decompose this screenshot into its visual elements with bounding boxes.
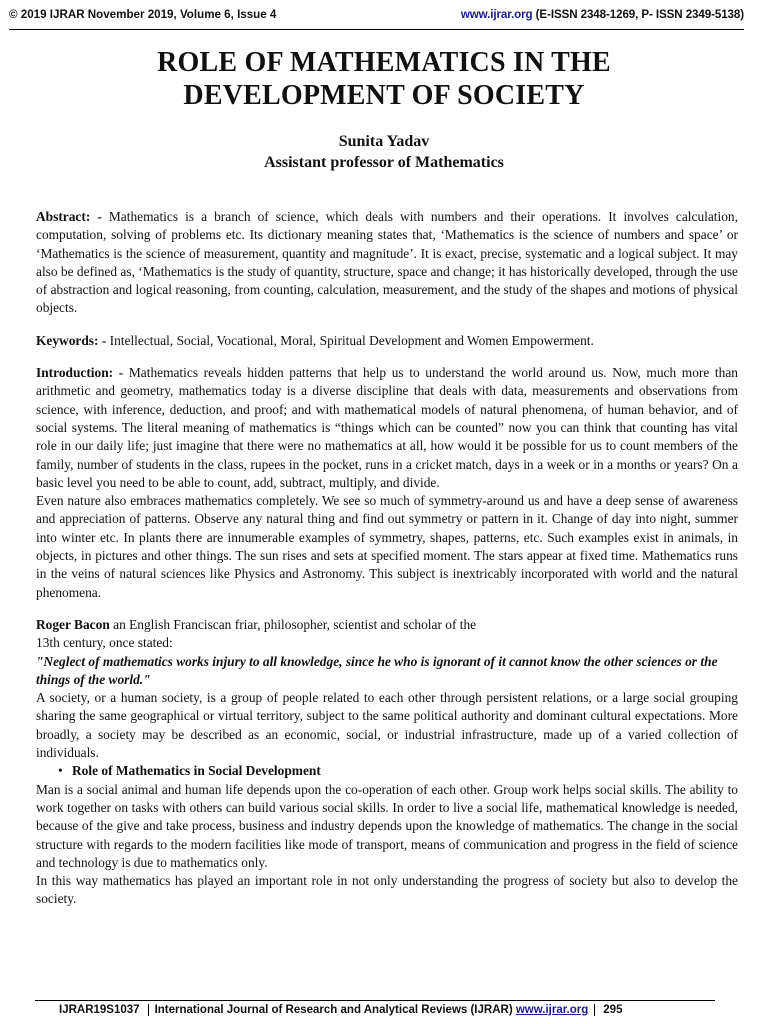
bacon-desc: an English Franciscan friar, philosopher, scientist and scholar of the bbox=[109, 616, 477, 632]
bacon-name: Roger Bacon bbox=[36, 616, 110, 632]
abstract-label: Abstract: - bbox=[36, 209, 102, 224]
society-paragraph: A society, or a human society, is a group of people related to each other through persistent relations, or a large social grouping sharing the same geographical or virtual territory, subject to the same political authority and dominant cultural expectations. More broadly, a society may be described as an economic, social, or industrial infrastructure, made up of a varied collection of individuals. bbox=[36, 690, 738, 761]
footer-journal-name: International Journal of Research and Analytical Reviews (IJRAR) bbox=[154, 1004, 516, 1016]
bacon-intro-line bbox=[36, 616, 738, 634]
nature-paragraph: Even nature also embraces mathematics completely. We see so much of symmetry-around us and have a deep sense of awareness and appreciation of patterns. Observe any natural thing and find out symmetry or pattern in it. Change of day into night, summer into winter etc. In plants there are innumerable examples of symmetry, shapes, patterns, etc. Such examples exist in animals, in objects, in pictures and other things. The sun rises and sets at specified moment. The stars appear at fixed time. Mathematics runs in the veins of natural sciences like Physics and Astronomy. This subject is inextricably incorporated with world and the natural phenomena. bbox=[36, 493, 738, 600]
social-development-paragraph: Man is a social animal and human life depends upon the co-operation of each other. Group work helps social skills. The ability to work together on tasks with others can build various social skills. In order to live a social life, mathematical knowledge is needed, because of the give and take process, business and industry depends upon the knowledge of mathematics. The change in the social structure with regards to the modern facilities like mode of transport, means of communication and progress in the field of science and technology is due to mathematics only. bbox=[36, 781, 738, 870]
section-heading-text: Role of Mathematics in Social Development bbox=[72, 763, 321, 779]
conclusion-paragraph: In this way mathematics has played an important role in not only understanding the progress of society but also to develop the society. bbox=[36, 873, 738, 907]
header-site-link[interactable]: www.ijrar.org bbox=[460, 8, 533, 21]
running-header bbox=[9, 8, 744, 30]
bullet-icon: • bbox=[58, 763, 63, 779]
author-block bbox=[0, 131, 768, 173]
introduction-paragraph bbox=[36, 364, 738, 492]
article-body bbox=[36, 208, 738, 909]
bacon-quote: "Neglect of mathematics works injury to all knowledge, since he who is ignorant of it cannot know the other sciences or the things of the world." bbox=[36, 653, 718, 687]
introduction-label: Introduction: - bbox=[36, 365, 124, 381]
bacon-century-line: 13th century, once stated: bbox=[36, 635, 173, 651]
abstract-text: Mathematics is a branch of science, which deals with numbers and their operations. It involves calculation, computation, solving of problems etc. Its dictionary meaning states that, ‘Mathematics is the science of numbers and space’ or ‘Mathematics is the science of measurement, quantity and magnitude’. It is exact, precise, systematic and a logical subject. It may also be defined as, ‘Mathematics is the study of quantity, structure, space and change; it has historically developed, through the use of abstraction and logical reasoning, from counting, calculation, measurement, and the study of the shapes and motions of physical objects. bbox=[36, 209, 738, 316]
running-footer bbox=[35, 1000, 715, 1018]
header-right bbox=[461, 8, 744, 21]
section-heading bbox=[36, 762, 738, 780]
paper-title bbox=[0, 46, 768, 112]
header-volume-info: © 2019 IJRAR November 2019, Volume 6, Issue 4 bbox=[9, 8, 277, 21]
author-role: Assistant professor of Mathematics bbox=[264, 154, 504, 171]
footer-paper-code: IJRAR19S1037 bbox=[35, 1004, 149, 1016]
abstract-paragraph bbox=[36, 208, 738, 318]
footer-site-link[interactable]: www.ijrar.org bbox=[515, 1004, 589, 1016]
keywords-label: Keywords: - bbox=[36, 332, 107, 348]
introduction-text: Mathematics reveals hidden patterns that help us to understand the world around us. Now, much more than arithmetic and geometry, mathematics today is a diverse discipline that deals with data, measurements and observations from science, with inference, deduction, and proof; and with mathematical models of natural phenomena, of human behavior, and of social systems. The literal meaning of mathematics is “things which can be counted” now you can think that counting has vital role in our daily life; just imagine that there were no mathematics at all, how would it be possible for us to count members of the family, number of students in the class, rupees in the pocket, runs in a cricket match, days in a week or in a months or years? On a basic level you need to be able to count, add, subtract, multiply, and divide. bbox=[36, 365, 738, 490]
title-line-1: ROLE OF MATHEMATICS IN THE bbox=[157, 47, 611, 78]
header-issn: (E-ISSN 2348-1269, P- ISSN 2349-5138) bbox=[535, 8, 744, 21]
keywords-paragraph bbox=[36, 332, 738, 350]
footer-journal bbox=[149, 1004, 596, 1016]
title-line-2: DEVELOPMENT OF SOCIETY bbox=[183, 80, 585, 111]
page-number: 295 bbox=[603, 1004, 623, 1016]
keywords-text: Intellectual, Social, Vocational, Moral, Spiritual Development and Women Empowerment. bbox=[106, 332, 594, 348]
author-name: Sunita Yadav bbox=[338, 133, 430, 150]
